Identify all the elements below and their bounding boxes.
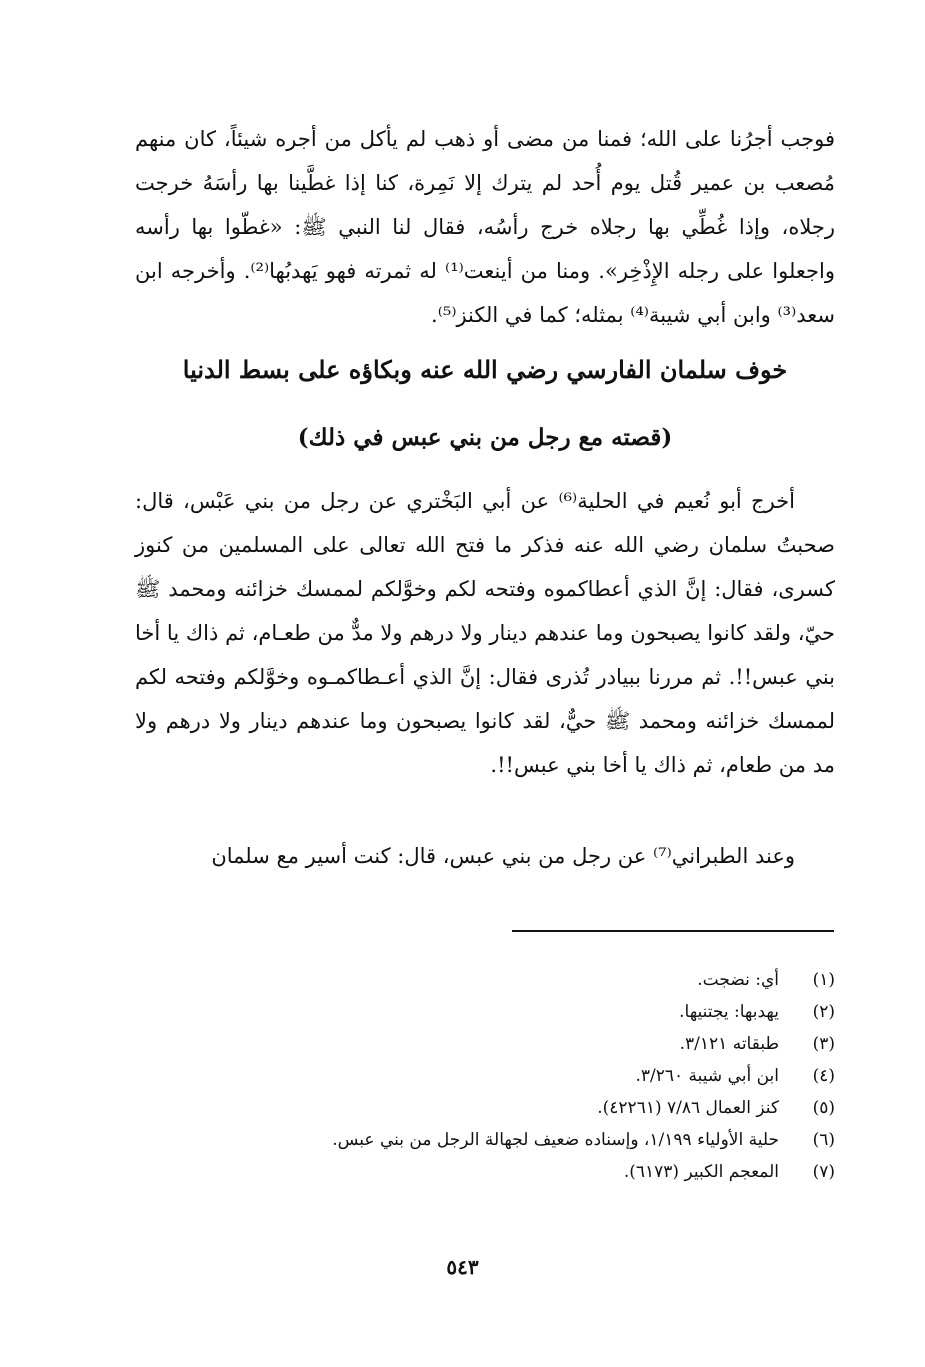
page-number: ٥٤٣ [446,1255,479,1279]
footnote-item [195,1028,835,1060]
footnote-number: (٤) [812,1066,835,1086]
footnote-item [195,996,835,1028]
footnote-item [195,1156,835,1188]
footnote-item [195,1060,835,1092]
footnote-text: ابن أبي شيبة ٣/٢٦٠. [635,1066,779,1086]
footnote-text: المعجم الكبير (٦١٧٣). [623,1162,779,1182]
footnote-number: (٧) [812,1162,835,1182]
footnote-number: (٥) [812,1098,835,1118]
footnote-item [195,1092,835,1124]
footnote-text: كنز العمال ٧/٨٦ (٤٢٢٦١). [597,1098,779,1118]
section-heading: خوف سلمان الفارسي رضي الله عنه وبكاؤه على بسط الدنيا [182,355,788,384]
body-paragraph-1: فوجب أجرُنا على الله؛ فمنا من مضى أو ذهب لم يأكل من أجره شيئاً، كان منهم مُصعب بن عمير قُتل يوم أُحد لم يترك إلا نَمِرة، كنا إذا غطَّينا بها رأسَهُ خرجت رجلاه، وإذا غُطِّي بها رجلاه خرج رأسُه، فقال لنا النبي ﷺ: «غطّوا بها رأسه واجعلوا على رجله الإِذْخِر». ومنا من أينعت⁽¹⁾ له ثمرته فهو يَهدبُها⁽²⁾. وأخرجه ابن سعد⁽³⁾ وابن أبي شيبة⁽⁴⁾ بمثله؛ كما في الكنز⁽⁵⁾. [135,127,835,327]
body-paragraph-3: وعند الطبراني⁽⁷⁾ عن رجل من بني عبس، قال: كنت أسير مع سلمان [211,844,795,868]
footnote-number: (٣) [812,1034,835,1054]
footnote-divider [512,930,834,932]
footnote-text: أي: نضجت. [697,970,779,990]
footnote-text: طبقاته ٣/١٢١. [679,1034,779,1054]
footnote-item [195,964,835,996]
footnote-text: يهدبها: يجتنيها. [679,1002,779,1022]
section-subheading: (قصته مع رجل من بني عبس في ذلك) [297,424,673,451]
footnote-number: (١) [812,970,835,990]
body-paragraph-2: أخرج أبو نُعيم في الحلية⁽⁶⁾ عن أبي البَخْتري عن رجل من بني عَبْس، قال: صحبتُ سلمان رضي الله عنه فذكر ما فتح الله تعالى على المسلمين من كنوز كسرى، فقال: إنَّ الذي أعطاكموه وفتحه لكم وخوَّلكم لممسك خزائنه ومحمد ﷺ حيّ، ولقد كانوا يصبحون وما عندهم دينار ولا درهم ولا مدٌّ من طعـام، ثم ذاك يا أخا بني عبس!!. ثم مررنا ببيادر تُذرى فقال: إنَّ الذي أعـطاكمـوه وخوَّلكم وفتحه لكم لممسك خزائنه ومحمد ﷺ حيٌّ، لقد كانوا يصبحون وما عندهم دينار ولا درهم ولا مد من طعام، ثم ذاك يا أخا بني عبس!!. [135,489,835,777]
footnote-text: حلية الأولياء ١/١٩٩، وإسناده ضعيف لجهالة الرجل من بني عبس. [332,1130,779,1150]
footnote-number: (٢) [812,1002,835,1022]
footnote-number: (٦) [812,1130,835,1150]
footnote-item [195,1124,835,1156]
footnotes-list [195,964,835,1188]
